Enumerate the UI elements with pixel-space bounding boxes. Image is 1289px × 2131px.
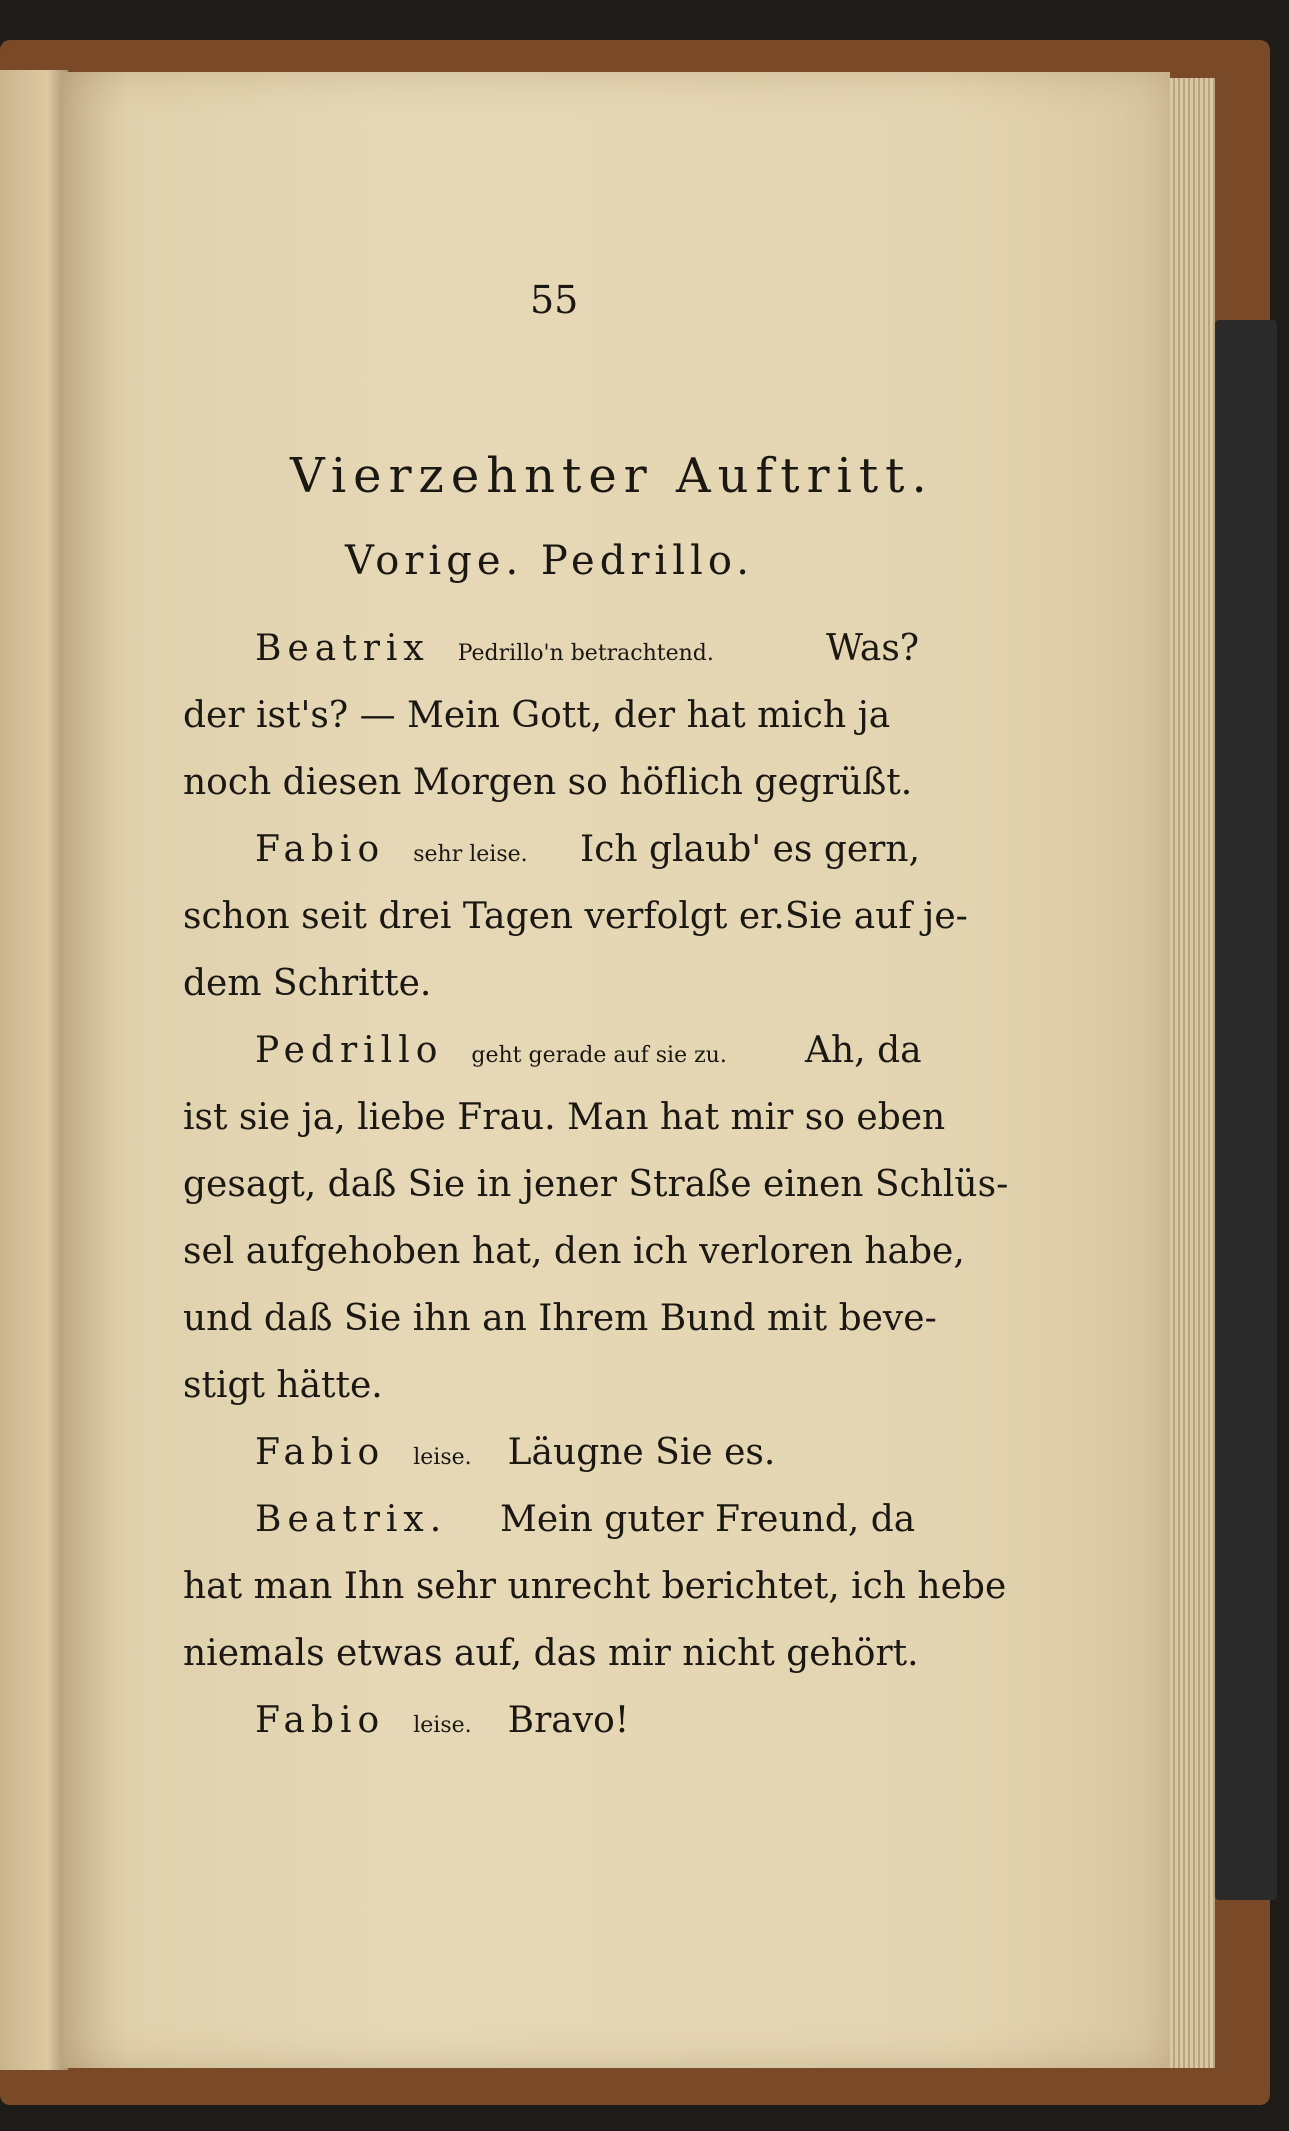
- text-line: hat man Ihn sehr unrecht berichtet, ich hebe: [183, 1566, 1007, 1607]
- text-line: Mein guter Freund, da: [500, 1499, 916, 1540]
- text-line: ist sie ja, liebe Frau. Man hat mir so eben: [183, 1097, 946, 1138]
- text-line: Was?: [826, 628, 920, 669]
- stage-direction: sehr leise.: [413, 842, 528, 867]
- stage-direction: Pedrillo'n betrachtend.: [457, 641, 714, 666]
- speaker-name: Fabio: [255, 1432, 386, 1473]
- stage-direction: geht gerade auf sie zu.: [471, 1043, 727, 1068]
- text-line: [255, 829, 564, 870]
- speaker-name: Pedrillo: [255, 1030, 444, 1071]
- text-line: [255, 1030, 763, 1071]
- speaker-name: Fabio: [255, 1700, 386, 1741]
- book-cover-edge: [1215, 320, 1277, 1900]
- text-line: [255, 1700, 629, 1741]
- text-line: [255, 628, 750, 669]
- stage-direction: leise.: [413, 1445, 472, 1470]
- speaker-name: Fabio: [255, 829, 386, 870]
- text-line: und daß Sie ihn an Ihrem Bund mit beve-: [183, 1298, 937, 1339]
- page-number: 55: [530, 278, 579, 322]
- text-line: Ich glaub' es gern,: [580, 829, 921, 870]
- text-line: der ist's? — Mein Gott, der hat mich ja: [183, 695, 891, 736]
- text-line: [255, 1499, 447, 1540]
- text-line: [255, 1432, 775, 1473]
- scene-characters: Vorige. Pedrillo.: [345, 538, 754, 584]
- text-line: niemals etwas auf, das mir nicht gehört.: [183, 1633, 919, 1674]
- left-page-edge: [0, 70, 68, 2070]
- speech-text: Läugne Sie es.: [507, 1432, 776, 1473]
- scene-heading: Vierzehnter Auftritt.: [290, 448, 934, 504]
- stage-direction: leise.: [413, 1713, 472, 1738]
- text-line: sel aufgehoben hat, den ich verloren habe,: [183, 1231, 965, 1272]
- text-line: Ah, da: [805, 1030, 922, 1071]
- text-line: dem Schritte.: [183, 963, 432, 1004]
- text-line: noch diesen Morgen so höflich gegrüßt.: [183, 762, 913, 803]
- text-line: schon seit drei Tagen verfolgt er.Sie auf je-: [183, 896, 968, 937]
- text-line: stigt hätte.: [183, 1365, 383, 1406]
- speaker-name: Beatrix.: [255, 1499, 448, 1540]
- speech-text: Bravo!: [507, 1700, 630, 1741]
- text-line: gesagt, daß Sie in jener Straße einen Schlüs-: [183, 1164, 1009, 1205]
- speaker-name: Beatrix: [255, 628, 430, 669]
